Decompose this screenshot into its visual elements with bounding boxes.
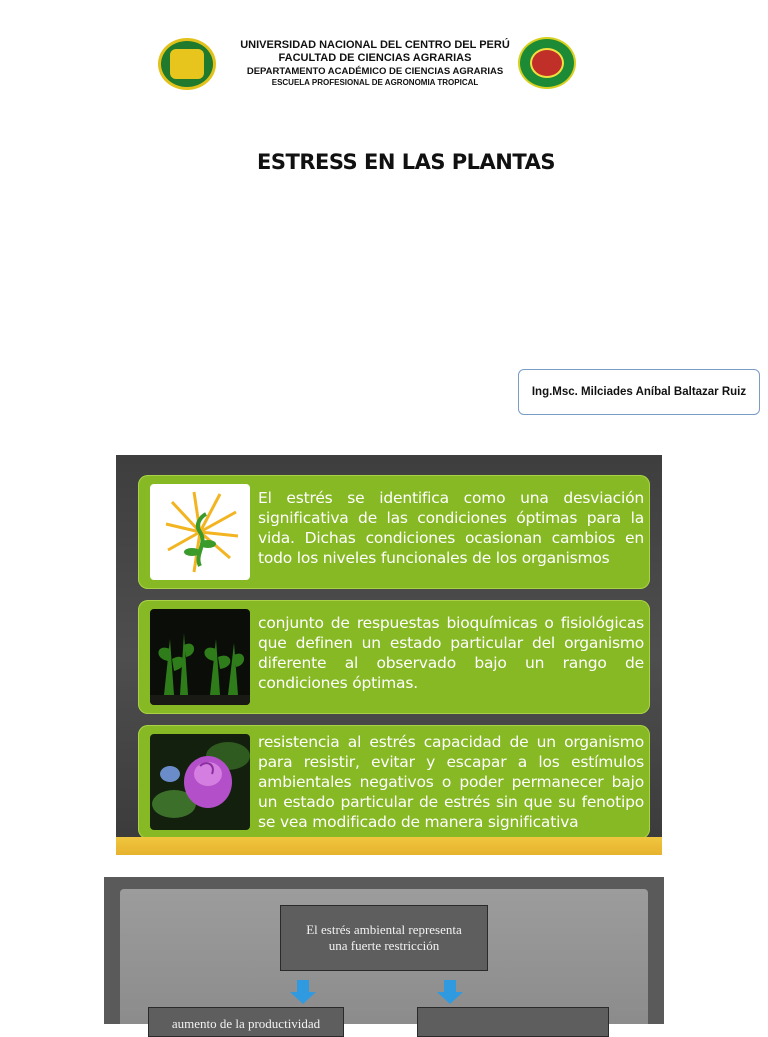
definition-text: resistencia al estrés capacidad de un organismo para resistir, evitar y escapar a los estímulos ambientales negativos o poder permanecer bajo un estado particular de estrés sin que su fenotipo se vea modificado de manera significativa (258, 733, 644, 831)
header-school: ESCUELA PROFESIONAL DE AGRONOMIA TROPICAL (271, 78, 479, 87)
stress-factors-diagram (150, 484, 250, 580)
flow-box-main (280, 905, 488, 971)
definition-text: El estrés se identifica como una desviación significativa de las condiciones óptimas para la vida. Dichas condiciones ocasionan cambios en todo los niveles funcionales de los organismos (258, 489, 644, 567)
flow-box-left: aumento de la productividad (148, 1007, 344, 1037)
document-title: ESTRESS EN LAS PLANTAS (257, 150, 555, 174)
university-logo (158, 38, 216, 90)
header-department: DEPARTAMENTO ACADÉMICO DE CIENCIAS AGRARIAS (246, 66, 504, 77)
definition-text: conjunto de respuestas bioquímicas o fisiológicas que definen un estado particular del organismo diferente al observado bajo un rango de condiciones óptimas. (258, 614, 644, 692)
slide-stress-definitions (116, 455, 662, 855)
author-name: Ing.Msc. Milciades Aníbal Baltazar Ruiz (531, 386, 747, 398)
logo-emblem (530, 48, 564, 78)
definition-card (138, 725, 650, 839)
plant-comparison-photo (150, 609, 250, 705)
definition-card (138, 475, 650, 589)
author-box (518, 369, 760, 415)
rose-photo (150, 734, 250, 830)
header-faculty: FACULTAD DE CIENCIAS AGRARIAS (278, 52, 472, 64)
flow-box-right (417, 1007, 609, 1037)
flow-box-line: El estrés ambiental representa (306, 922, 462, 937)
logo-emblem (170, 49, 204, 79)
flow-box-line: una fuerte restricción (328, 938, 440, 953)
header-university: UNIVERSIDAD NACIONAL DEL CENTRO DEL PERÚ (240, 39, 510, 51)
faculty-logo (518, 37, 576, 89)
slide-floor (116, 837, 662, 855)
definition-card (138, 600, 650, 714)
